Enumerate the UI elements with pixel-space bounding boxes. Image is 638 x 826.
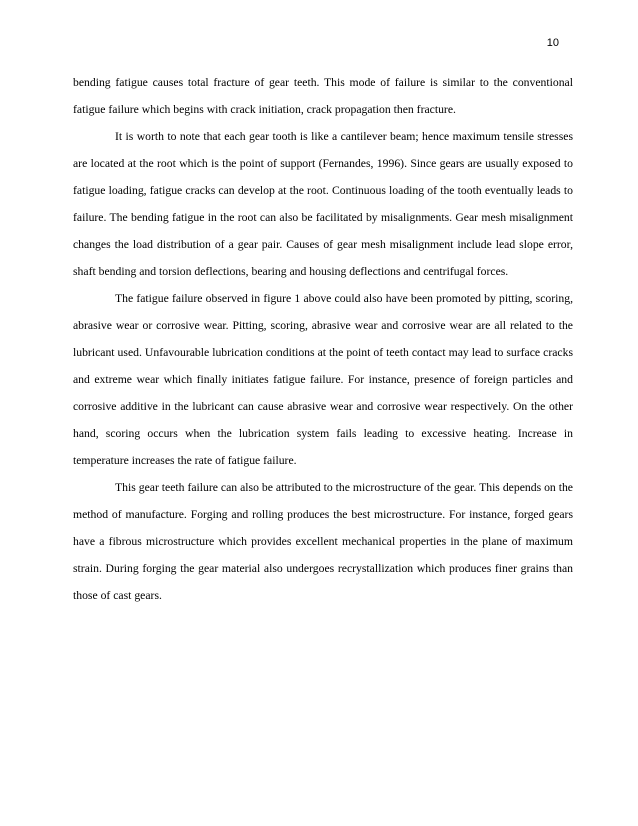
body-text <box>73 69 573 609</box>
paragraph-lubrication-wear: The fatigue failure observed in figure 1 above could also have been promoted by pitting, scoring, abrasive wear or corrosive wear. Pitting, scoring, abrasive wear and corrosive wear are all related to the lubricant used. Unfavourable lubrication conditions at the point of teeth contact may lead to surface cracks and extreme wear which finally initiates fatigue failure. For instance, presence of foreign particles and corrosive additive in the lubricant can cause abrasive wear and corrosive wear respectively. On the other hand, scoring occurs when the lubrication system fails leading to excessive heating. Increase in temperature increases the rate of fatigue failure. <box>73 292 573 467</box>
paragraph-continuation: bending fatigue causes total fracture of gear teeth. This mode of failure is similar to the conventional fatigue failure which begins with crack initiation, crack propagation then fracture. <box>73 76 573 116</box>
paragraph-cantilever-beam: It is worth to note that each gear tooth is like a cantilever beam; hence maximum tensile stresses are located at the root which is the point of support (Fernandes, 1996). Since gears are usually exposed to fatigue loading, fatigue cracks can develop at the root. Continuous loading of the tooth eventually leads to failure. The bending fatigue in the root can also be facilitated by misalignments. Gear mesh misalignment changes the load distribution of a gear pair. Causes of gear mesh misalignment include lead slope error, shaft bending and torsion deflections, bearing and housing deflections and centrifugal forces. <box>73 130 573 278</box>
page-number: 10 <box>546 37 559 49</box>
paragraph-microstructure: This gear teeth failure can also be attributed to the microstructure of the gear. This depends on the method of manufacture. Forging and rolling produces the best microstructure. For instance, forged gears have a fibrous microstructure which provides excellent mechanical properties in the plane of maximum strain. During forging the gear material also undergoes recrystallization which produces finer grains than those of cast gears. <box>73 481 573 602</box>
